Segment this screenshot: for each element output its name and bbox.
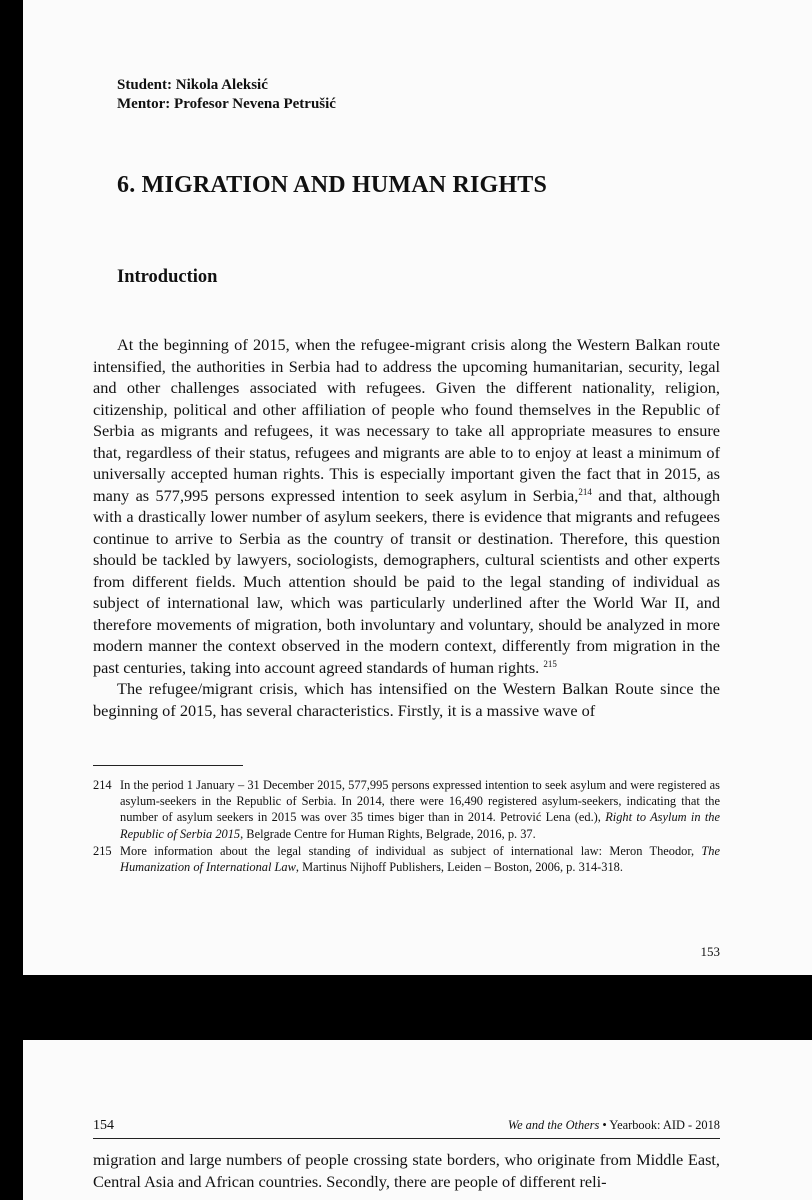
author-block — [117, 76, 336, 114]
body-text — [93, 334, 720, 721]
footnote-number: 215 — [93, 843, 112, 858]
footnote-text-a: In the period 1 January – 31 December 2015, 577,995 persons expressed intention to seek asylum and were registered as asylum-seekers in the Republic of Serbia. In 2014, there were 16,490 registered asylum-seekers, indicating that the number of asylum seekers in 2015 was over 35 times biger than in 2014. Petrović Lena (ed.), — [120, 778, 720, 825]
body-text — [93, 1149, 720, 1192]
mentor-line: Mentor: Profesor Nevena Petrušić — [117, 96, 336, 112]
footnote-ref-214[interactable]: 214 — [578, 486, 592, 497]
chapter-title: 6. MIGRATION AND HUMAN RIGHTS — [117, 172, 548, 198]
running-head — [508, 1118, 720, 1133]
page-number: 154 — [93, 1118, 114, 1133]
section-title: Introduction — [117, 267, 218, 287]
header-rule — [93, 1138, 720, 1139]
paragraph-continued: migration and large numbers of people crossing state borders, who originate from Middle East, Central Asia and African countries. Secondly, there are people of different reli- — [93, 1150, 720, 1191]
page-154 — [23, 1040, 812, 1200]
running-header — [93, 1118, 720, 1134]
footnote-title: Right to Asylum in the Republic of Serbia 2015 — [120, 810, 720, 841]
footnote-text — [120, 777, 720, 842]
footnote-number: 214 — [93, 778, 112, 792]
footnote-separator — [93, 765, 243, 766]
page-153 — [23, 0, 812, 975]
paragraph-1-part-a: At the beginning of 2015, when the refugee-migrant crisis along the Western Balkan route intensified, the authorities in Serbia had to address the upcoming humanitarian, security, legal and other challenges associated with refugees. Given the different nationality, religion, citizenship, political and other affiliation of people who found themselves in the Republic of Serbia as migrants and refugees, it was necessary to take all appropriate measures to ensure that, regardless of their status, refugees and migrants are able to to enjoy at least a minimum of universally accepted human rights. This is especially important given the fact that in 2015, as many as 577,995 persons expressed intention to seek asylum in Serbia, — [93, 335, 720, 505]
footnote-215 — [93, 843, 720, 875]
page-number: 153 — [700, 944, 720, 959]
running-head-title: We and the Others — [507, 1118, 600, 1132]
footnote-214 — [93, 777, 720, 842]
paragraph-1 — [93, 334, 720, 678]
paragraph-1-part-b: and that, although with a drastically lower number of asylum seekers, there is evidence that migrants and refugees continue to arrive to Serbia as the country of transit or destination. Therefore, this question should be tackled by lawyers, sociologists, demographers, cultural scientists and other experts from different fields. Much attention should be paid to the legal standing of individual as subject of international law, which was particularly underlined after the World War II, and therefore movements of migration, both involuntary and voluntary, should be analyzed in more modern manner the context observed in the modern context, differently from migration in the past centuries, taking into account agreed standards of human rights. — [93, 485, 721, 677]
footnote-text — [120, 843, 720, 875]
footnote-title: The Humanization of International Law — [120, 843, 720, 875]
footnote-text-b: , Martinus Nijhoff Publishers, Leiden – Boston, 2006, p. 314-318. — [295, 860, 623, 875]
footnote-ref-215[interactable]: 215 — [543, 658, 557, 669]
footnote-text-b: , Belgrade Centre for Human Rights, Belgrade, 2016, p. 37. — [240, 826, 536, 841]
student-line: Student: Nikola Aleksić — [117, 77, 268, 93]
footnote-text-a: More information about the legal standing of individual as subject of international law: Meron Theodor, — [120, 843, 702, 858]
running-head-rest: • Yearbook: AID - 2018 — [599, 1118, 720, 1132]
paragraph-2: The refugee/migrant crisis, which has intensified on the Western Balkan Route since the beginning of 2015, has several characteristics. Firstly, it is a massive wave of — [93, 679, 720, 720]
footnotes — [93, 777, 720, 876]
